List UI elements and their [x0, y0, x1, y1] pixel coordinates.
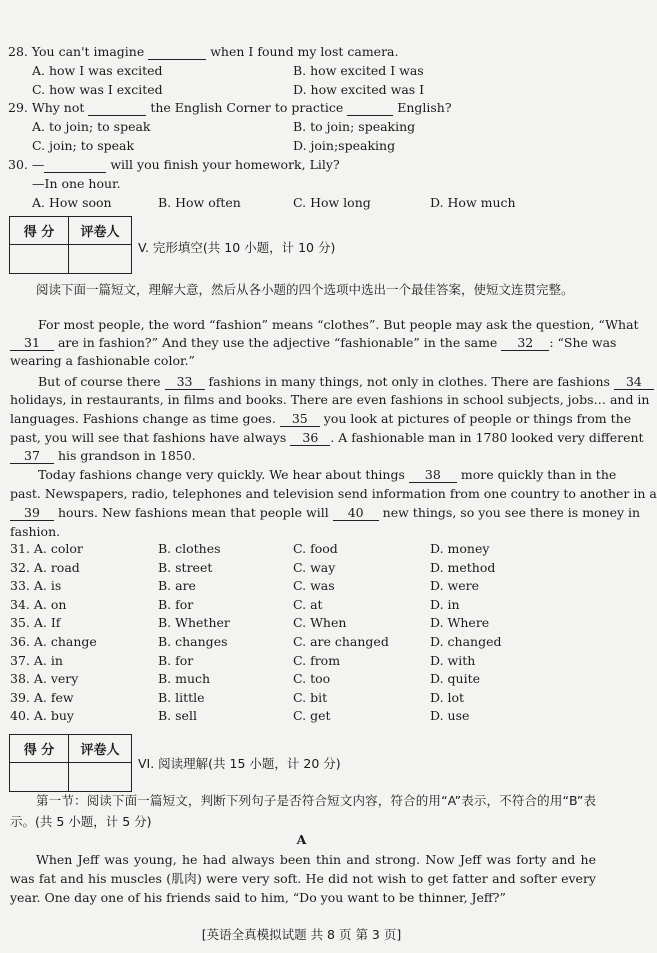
question-28-stem: 28. You can't imagine when I found my lost camera.: [8, 44, 399, 59]
cloze-option: 36. A. change: [10, 634, 97, 649]
score-label: 得 分: [10, 217, 69, 245]
cloze-option: D. with: [430, 652, 476, 668]
passage-line: wearing a fashionable color.”: [10, 353, 195, 368]
cloze-blank: 35: [280, 411, 320, 427]
answer-blank: [44, 157, 106, 173]
question-30-stem: 30. — will you finish your homework, Lily?: [8, 157, 340, 172]
cloze-option: B. changes: [158, 634, 228, 649]
passage-line: Today fashions change very quickly. We hear about things 38 more quickly than in the: [38, 467, 617, 482]
section-instruction: 第一节：阅读下面一篇短文，判断下列句子是否符合短文内容，符合的用“A”表示，不符合的用“B”表示。(共 5 小题，计 5 分): [10, 793, 596, 829]
score-cell: [10, 763, 69, 792]
section-instruction: 阅读下面一篇短文，理解大意，然后从各小题的四个选项中选出一个最佳答案，使短文连贯完整。: [36, 282, 574, 297]
option-c: C. how was I excited: [32, 82, 163, 97]
cloze-option: 31. A. color: [10, 541, 83, 556]
cloze-option: B. much: [158, 671, 211, 687]
cloze-option: D. lot: [430, 689, 465, 705]
question-29-stem: 29. Why not the English Corner to practice English?: [8, 100, 452, 115]
cloze-option: B. little: [158, 689, 205, 705]
cloze-option: B. Whether: [158, 615, 230, 631]
passage-line: For most people, the word “fashion” means “clothes”. But people may ask the question, “What: [38, 317, 639, 332]
passage-line: 39 hours. New fashions mean that people will 40 new things, so you see there is money in: [10, 505, 640, 521]
page-footer: [英语全真模拟试题 共 8 页 第 3 页]: [201, 927, 402, 942]
option-d: D. how excited was I: [293, 82, 425, 97]
cloze-blank: 39: [10, 505, 54, 521]
score-label: 得 分: [10, 735, 69, 763]
grader-cell: [69, 245, 132, 274]
cloze-option: D. money: [430, 541, 490, 556]
cloze-option: 34. A. on: [10, 596, 67, 612]
passage-line: past, you will see that fashions have always 36 . A fashionable man in 1780 looked very different: [10, 430, 644, 445]
cloze-option: 40. A. buy: [10, 708, 74, 724]
cloze-blank: 37: [10, 448, 54, 464]
cloze-blank: 34: [614, 374, 654, 390]
option-c: C. How long: [293, 195, 371, 210]
cloze-option: D. Where: [430, 615, 490, 631]
option-b: B. to join; speaking: [293, 119, 416, 134]
score-cell: [10, 245, 69, 274]
cloze-blank: 36: [290, 430, 330, 446]
section-title: VI. 阅读理解(共 15 小题，计 20 分): [138, 756, 341, 771]
cloze-option: C. was: [293, 578, 335, 594]
answer-blank: [88, 100, 146, 116]
cloze-option: D. changed: [430, 634, 502, 649]
cloze-option: C. bit: [293, 689, 328, 705]
cloze-option: B. sell: [158, 708, 197, 724]
passage-label: A: [296, 832, 307, 847]
cloze-option: D. method: [430, 559, 496, 575]
option-a: A. how I was excited: [32, 63, 163, 78]
score-table: [9, 216, 132, 274]
cloze-option: 32. A. road: [10, 559, 80, 575]
passage-line: 31 are in fashion?” And they use the adjective “fashionable” in the same 32 : “She was: [10, 335, 616, 351]
cloze-blank: 31: [10, 335, 54, 351]
option-a: A. to join; to speak: [32, 119, 151, 134]
cloze-option: C. When: [293, 615, 347, 631]
cloze-option: C. food: [293, 541, 338, 556]
cloze-option: D. were: [430, 578, 479, 594]
option-c: C. join; to speak: [32, 138, 135, 153]
passage-line: holidays, in restaurants, in films and books. There are even fashions in school subjects, jobs… and in: [10, 392, 650, 407]
cloze-option: 35. A. If: [10, 615, 61, 631]
cloze-blank: 38: [409, 467, 457, 483]
cloze-option: 37. A. in: [10, 652, 63, 668]
score-table: [9, 734, 132, 792]
cloze-option: C. way: [293, 559, 336, 575]
cloze-option: 38. A. very: [10, 671, 79, 687]
cloze-option: C. get: [293, 708, 331, 724]
grader-cell: [69, 763, 132, 792]
option-d: D. join;speaking: [293, 138, 396, 153]
cloze-blank: 40: [333, 505, 379, 521]
passage-line: 37 his grandson in 1850.: [10, 448, 196, 464]
cloze-option: D. quite: [430, 671, 480, 687]
grader-label: 评卷人: [69, 735, 132, 763]
option-d: D. How much: [430, 195, 516, 210]
passage-text: When Jeff was young, he had always been thin and strong. Now Jeff was forty and he was fat and his muscles (肌肉) were very soft. He did not wish to get fatter and softer every year. One day one of his friends said to him, “Do you want to be thinner, Jeff?”: [10, 852, 596, 905]
passage-line: fashion.: [10, 524, 61, 539]
cloze-option: B. for: [158, 596, 194, 612]
answer-blank: [347, 100, 393, 116]
cloze-option: C. from: [293, 652, 341, 668]
dialogue-reply: —In one hour.: [32, 176, 121, 191]
cloze-option: B. clothes: [158, 541, 221, 556]
cloze-blank: 33: [165, 374, 205, 390]
cloze-option: C. too: [293, 671, 331, 687]
cloze-option: B. for: [158, 652, 194, 668]
answer-blank: [148, 44, 206, 60]
cloze-option: D. use: [430, 708, 470, 724]
option-a: A. How soon: [32, 195, 112, 210]
cloze-option: B. are: [158, 578, 196, 594]
cloze-option: C. are changed: [293, 634, 389, 649]
option-b: B. how excited I was: [293, 63, 424, 78]
passage-line: languages. Fashions change as time goes. 35 you look at pictures of people or things from the: [10, 411, 632, 426]
option-b: B. How often: [158, 195, 241, 210]
passage-line: But of course there 33 fashions in many things, not only in clothes. There are fashions 34: [38, 374, 654, 390]
cloze-option: 33. A. is: [10, 578, 62, 594]
cloze-option: D. in: [430, 596, 460, 612]
cloze-option: C. at: [293, 596, 323, 612]
cloze-blank: 32: [501, 335, 549, 351]
grader-label: 评卷人: [69, 217, 132, 245]
section-title: V. 完形填空(共 10 小题，计 10 分): [138, 240, 336, 255]
cloze-option: 39. A. few: [10, 689, 74, 705]
cloze-option: B. street: [158, 559, 213, 575]
passage-line: past. Newspapers, radio, telephones and television send information from one country to another in a: [10, 486, 657, 501]
